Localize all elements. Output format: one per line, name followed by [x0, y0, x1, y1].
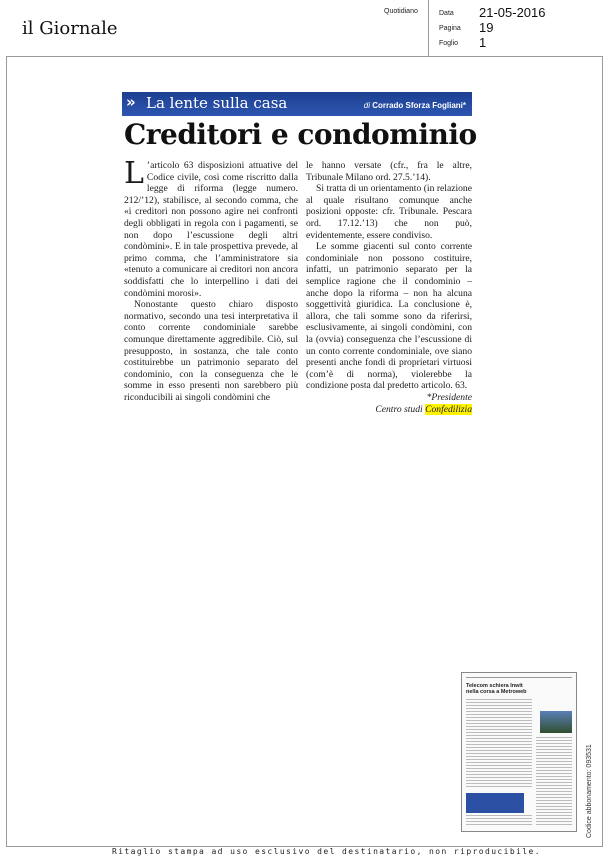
rubric-banner [122, 92, 472, 116]
thumb-blue-box [466, 793, 524, 813]
meta-value: 1 [479, 35, 487, 50]
meta-label: Foglio [439, 40, 459, 47]
subscription-code [582, 690, 602, 840]
author-name: Corrado Sforza Fogliani* [372, 101, 466, 110]
footer [0, 845, 610, 860]
signature-role: *Presidente [426, 391, 472, 403]
paragraph: Le somme giacenti sul conto corrente condominiale non possono costituire, infatti, un patrimonio separato per la semplice ragione che il condominio – anche dopo la riforma – non ha alcuna soggettività giuridica. La conclusione è, allora, che tali somme sono da riferirsi, esclusivamente, ai singoli condòmini, con la (ovvia) conseguenza che l’escussione di un conto corrente condominiale, ove siano presenti anche fondi di proprietari virtuosi (com’è di norma), violerebbe la condizione posta dal predetto articolo. 63. [306, 241, 472, 392]
thumb-rule [466, 677, 572, 678]
double-chevron-icon: » [126, 93, 136, 111]
clipping-header [0, 0, 610, 56]
paragraph: le hanno versate (cfr., fra le altre, Tribunale Milano ord. 27.5.’14). [306, 160, 472, 183]
highlighted-org: Confedilizia [425, 403, 472, 415]
clipping-meta [428, 0, 610, 56]
article-headline: Creditori e condominio [124, 118, 477, 151]
dropcap: L [124, 156, 144, 191]
article-author [364, 101, 466, 110]
reproduction-notice: Ritaglio stampa ad uso esclusivo del destinatario, non riproducibile. [112, 847, 541, 856]
rubric-title: La lente sulla casa [146, 94, 288, 112]
thumb-text-block [466, 815, 532, 827]
meta-label: Data [439, 10, 454, 17]
thumb-photo [540, 711, 572, 733]
page-thumbnail [461, 672, 577, 832]
article-column-right [306, 160, 472, 416]
newspaper-logo: il Giornale [22, 18, 118, 39]
paragraph [124, 156, 298, 299]
signature-org [306, 404, 472, 416]
meta-value: 21-05-2016 [479, 5, 546, 20]
author-prefix: di [363, 101, 373, 110]
paragraph: Si tratta di un orientamento (in relazione al quale risultano comunque anche posizioni opposte: cfr. Tribunale. Pescara ord. 17.12.’13) che non può, evidentemente, essere condiviso. [306, 183, 472, 241]
thumb-text-block [466, 699, 532, 789]
subscription-code-text: Codice abbonamento: 093531 [586, 744, 593, 838]
thumb-headline: Telecom schiera Inwit nella corsa a Metroweb [466, 683, 527, 695]
publication-type: Quotidiano [384, 8, 418, 15]
article-column-left [124, 156, 298, 403]
meta-value: 19 [479, 20, 494, 35]
paragraph-text: ’articolo 63 disposizioni attuative del Codice civile, così come riscritto dalla legge di riforma (legge numero. 212/’12), stabilisce, al secondo comma, che «i creditori non possono agire nei confronti degli obbligati in regola con i pagamenti, se non dopo l’escussione degli altri condòmini». E in tale prospettiva prevede, al primo comma, che l’amministratore sia «tenuto a comunicare ai creditori non ancora soddisfatti che lo interpellino i dati dei condòmini morosi». [124, 160, 298, 299]
signature-org-prefix: Centro studi [375, 403, 426, 415]
meta-label: Pagina [439, 25, 461, 32]
paragraph: Nonostante questo chiaro disposto normativo, secondo una tesi interpretativa il conto corrente condominiale sarebbe comunque direttamente aggredibile. Ciò, sul presupposto, in sostanza, che tale conto costituirebbe un patrimonio separato del condominio, con la conseguenza che le somme in esso presenti non sarebbero più riconducibili ai singoli condòmini che [124, 299, 298, 403]
thumb-text-block [536, 737, 572, 827]
